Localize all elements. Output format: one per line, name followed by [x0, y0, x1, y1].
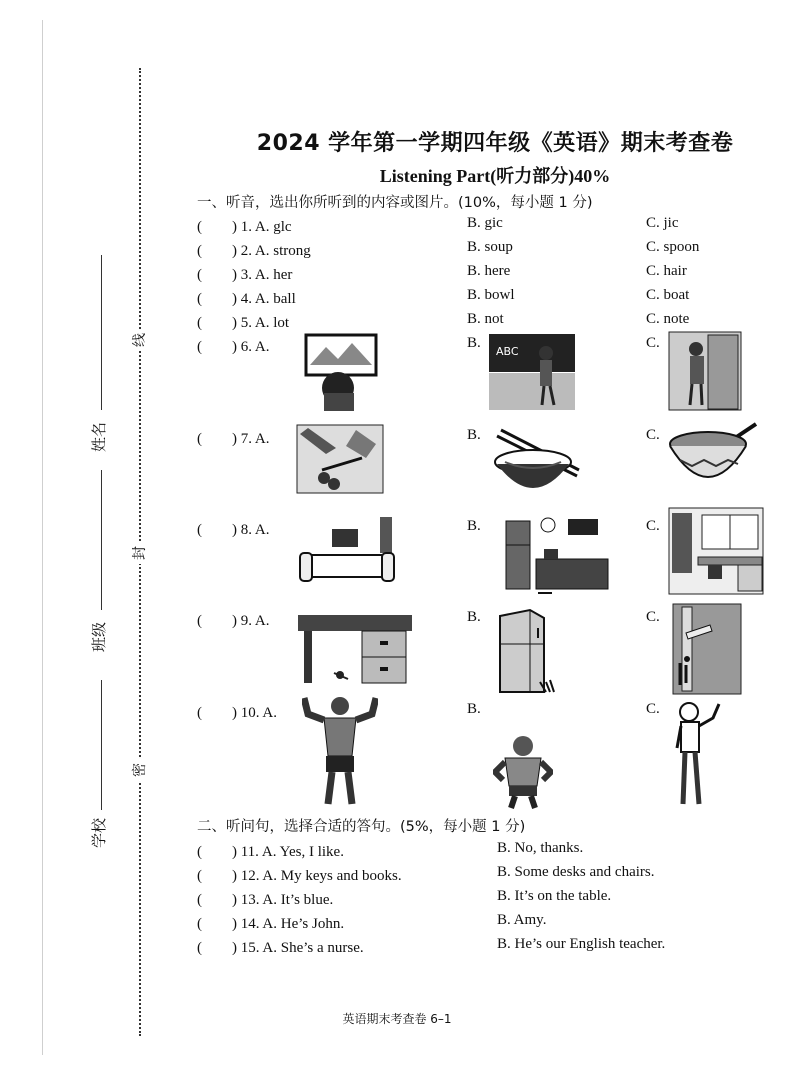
q7-c-label[interactable]: C. [646, 427, 660, 443]
q1-b[interactable]: B. gic [467, 215, 503, 231]
q6-b-label[interactable]: B. [467, 335, 481, 351]
exam-subtitle: Listening Part(听力部分)40% [379, 166, 611, 186]
q2-b[interactable]: B. soup [467, 239, 513, 255]
kitchen-picture[interactable] [494, 515, 614, 597]
q4-b[interactable]: B. bowl [467, 287, 515, 303]
q4-c[interactable]: C. boat [646, 287, 690, 303]
q3-b[interactable]: B. here [467, 263, 511, 279]
class-field-label: 班级 [90, 621, 108, 652]
seal-char-mi: 密 [129, 759, 149, 781]
seal-char-xian: 线 [129, 329, 149, 351]
section2-heading: 二、听问句，选择合适的答句。(5%，每小题 1 分) [197, 819, 526, 835]
short-strong-man-picture[interactable] [493, 734, 553, 810]
q7-a-label[interactable]: ( ) 7. A. [197, 431, 270, 447]
q10-b-label[interactable]: B. [467, 701, 481, 717]
noodles-bowl-picture[interactable] [493, 424, 583, 496]
exam-title: 2024 学年第一学期四年级《英语》期末考查卷 [256, 131, 734, 156]
q3-c[interactable]: C. hair [646, 263, 687, 279]
q14-a[interactable]: ( ) 14. A. He’s John. [197, 916, 345, 932]
q15-b[interactable]: B. He’s our English teacher. [497, 936, 666, 952]
q8-a-label[interactable]: ( ) 8. A. [197, 522, 270, 538]
q1-c[interactable]: C. jic [646, 215, 679, 231]
q5-c[interactable]: C. note [646, 311, 690, 327]
seal-char-feng: 封 [129, 542, 149, 564]
desk-with-keys-picture[interactable] [296, 613, 414, 685]
q11-b[interactable]: B. No, thanks. [497, 840, 584, 856]
q13-b[interactable]: B. It’s on the table. [497, 888, 612, 904]
q8-c-label[interactable]: C. [646, 518, 660, 534]
q7-b-label[interactable]: B. [467, 427, 481, 443]
svg-text:ABC: ABC [496, 345, 519, 358]
q1-a[interactable]: ( ) 1. A. glc [197, 219, 292, 235]
q5-b[interactable]: B. not [467, 311, 504, 327]
q5-a[interactable]: ( ) 5. A. lot [197, 315, 290, 331]
q9-c-label[interactable]: C. [646, 609, 660, 625]
blackboard-picture[interactable] [488, 333, 576, 411]
door-picture[interactable] [668, 331, 742, 411]
strong-man-picture[interactable] [302, 694, 378, 808]
q13-a[interactable]: ( ) 13. A. It’s blue. [197, 892, 334, 908]
q9-b-label[interactable]: B. [467, 609, 481, 625]
q14-b[interactable]: B. Amy. [497, 912, 547, 928]
q10-a-label[interactable]: ( ) 10. A. [197, 705, 277, 721]
page-edge-line [42, 20, 43, 1055]
q3-a[interactable]: ( ) 3. A. her [197, 267, 293, 283]
fridge-with-keys-picture[interactable] [496, 608, 558, 698]
q2-a[interactable]: ( ) 2. A. strong [197, 243, 311, 259]
q2-c[interactable]: C. spoon [646, 239, 700, 255]
q9-a-label[interactable]: ( ) 9. A. [197, 613, 270, 629]
q15-a[interactable]: ( ) 15. A. She’s a nurse. [197, 940, 364, 956]
section1-heading: 一、听音，选出你所听到的内容或图片。(10%，每小题 1 分) [197, 195, 593, 211]
page-footer: 英语期末考查卷 6–1 [342, 1012, 452, 1026]
study-room-picture[interactable] [668, 507, 764, 595]
soup-bowl-picture[interactable] [668, 420, 760, 490]
q6-c-label[interactable]: C. [646, 335, 660, 351]
q12-a[interactable]: ( ) 12. A. My keys and books. [197, 868, 402, 884]
cutting-food-picture[interactable] [296, 424, 384, 494]
q11-a[interactable]: ( ) 11. A. Yes, I like. [197, 844, 344, 860]
school-field-label: 学校 [90, 817, 108, 848]
living-room-picture[interactable] [298, 515, 396, 590]
q8-b-label[interactable]: B. [467, 518, 481, 534]
q12-b[interactable]: B. Some desks and chairs. [497, 864, 655, 880]
painting-picture[interactable] [296, 333, 380, 411]
name-field-line[interactable] [101, 255, 102, 410]
school-field-line[interactable] [101, 680, 102, 810]
thin-boy-picture[interactable] [673, 700, 725, 810]
q10-c-label[interactable]: C. [646, 701, 660, 717]
q6-a-label[interactable]: ( ) 6. A. [197, 339, 270, 355]
q4-a[interactable]: ( ) 4. A. ball [197, 291, 296, 307]
door-handle-keys-picture[interactable] [672, 603, 742, 695]
class-field-line[interactable] [101, 470, 102, 610]
name-field-label: 姓名 [90, 421, 108, 452]
